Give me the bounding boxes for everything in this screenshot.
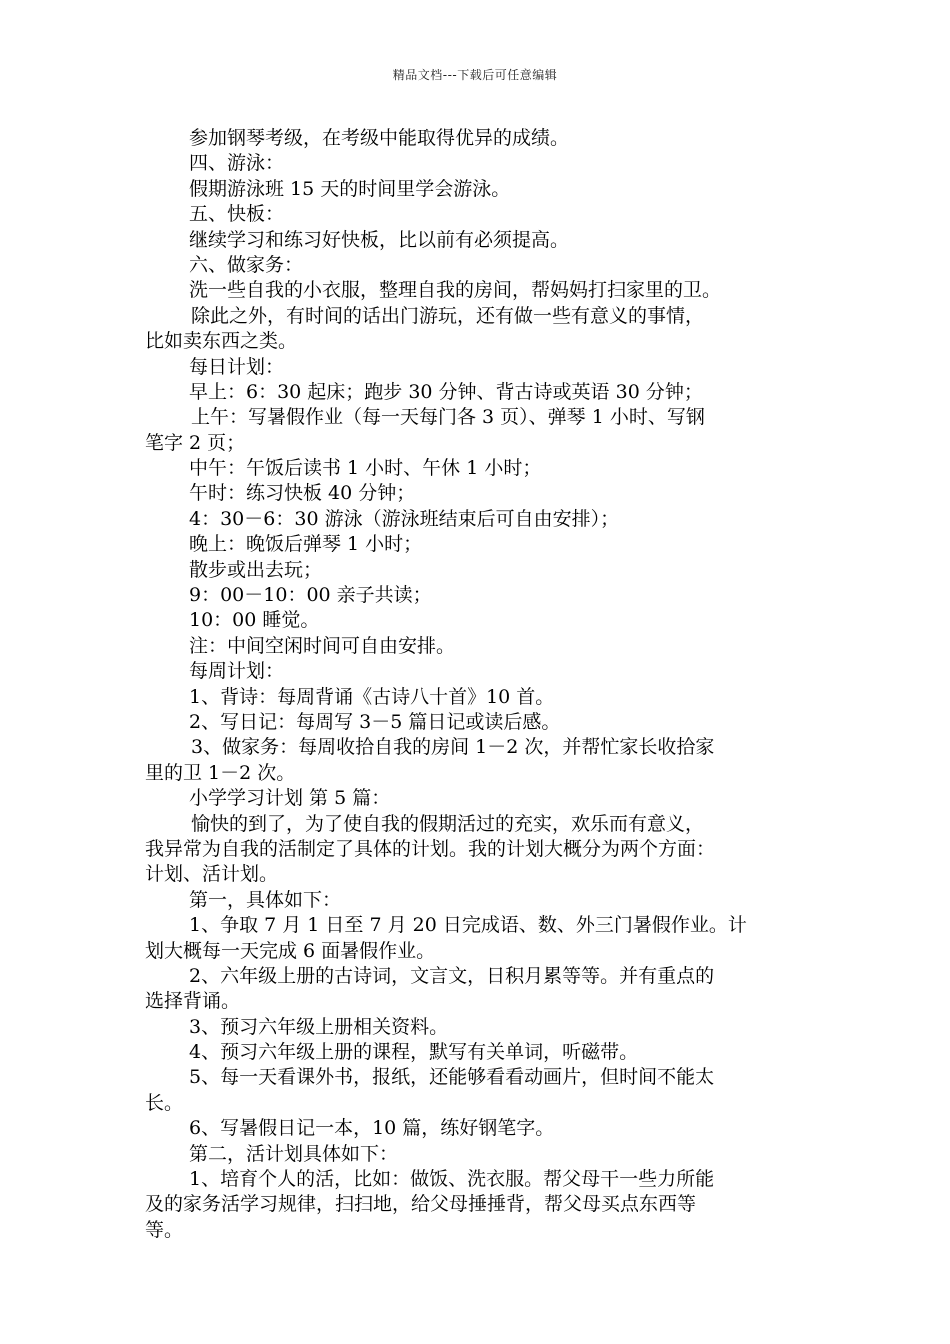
document-body bbox=[145, 126, 815, 1243]
text-line: 3、做家务：每周收拾自我的房间 1－2 次，并帮忙家长收拾家 bbox=[191, 736, 715, 759]
text-line: 第一，具体如下： bbox=[189, 888, 342, 911]
text-line: 10：00 睡觉。 bbox=[189, 609, 320, 632]
text-line: 晚上：晚饭后弹琴 1 小时； bbox=[189, 533, 423, 556]
text-line: 长。 bbox=[145, 1091, 184, 1114]
text-line: 9：00－10：00 亲子共读； bbox=[189, 584, 432, 607]
text-line: 笔字 2 页； bbox=[145, 431, 246, 454]
text-line: 1、背诗：每周背诵《古诗八十首》10 首。 bbox=[189, 685, 555, 708]
text-line: 注：中间空闲时间可自由安排。 bbox=[189, 634, 456, 657]
text-line: 上午：写暑假作业（每一天每门各 3 页）、弹琴 1 小时、写钢 bbox=[191, 406, 705, 429]
text-line: 2、写日记：每周写 3－5 篇日记或读后感。 bbox=[189, 710, 561, 733]
text-line: 我异常为自我的活制定了具体的计划。我的计划大概分为两个方面： bbox=[145, 837, 716, 860]
text-line: 参加钢琴考级，在考级中能取得优异的成绩。 bbox=[189, 127, 570, 149]
text-line: 等。 bbox=[145, 1218, 184, 1241]
text-line: 小学学习计划 第 5 篇： bbox=[189, 787, 391, 810]
text-line: 1、争取 7 月 1 日至 7 月 20 日完成语、数、外三门暑假作业。计 bbox=[189, 914, 747, 937]
text-line: 及的家务活学习规律，扫扫地，给父母捶捶背，帮父母买点东西等 bbox=[145, 1193, 697, 1216]
text-line: 划大概每一天完成 6 面暑假作业。 bbox=[145, 939, 436, 962]
text-line: 五、快板： bbox=[189, 203, 285, 226]
text-line: 里的卫 1－2 次。 bbox=[145, 761, 296, 784]
text-line: 选择背诵。 bbox=[145, 990, 241, 1013]
text-line: 午时：练习快板 40 分钟； bbox=[189, 482, 416, 505]
text-line: 洗一些自我的小衣服，整理自我的房间，帮妈妈打扫家里的卫。 bbox=[189, 279, 722, 302]
page-header: 精品文档---下载后可任意编辑 bbox=[392, 68, 558, 82]
text-line: 散步或出去玩； bbox=[189, 558, 323, 581]
text-line: 每日计划： bbox=[189, 355, 285, 378]
text-line: 4、预习六年级上册的课程，默写有关单词，听磁带。 bbox=[189, 1041, 639, 1064]
text-line: 每周计划： bbox=[189, 660, 285, 683]
text-line: 比如卖东西之类。 bbox=[145, 330, 298, 353]
text-line: 计划、活计划。 bbox=[145, 863, 279, 886]
text-line: 愉快的到了，为了使自我的假期活过的充实，欢乐而有意义， bbox=[191, 812, 705, 835]
text-line: 4：30－6：30 游泳（游泳班结束后可自由安排）； bbox=[189, 507, 620, 530]
text-line: 5、每一天看课外书，报纸，还能够看看动画片，但时间不能太 bbox=[189, 1066, 715, 1089]
text-line: 第二，活计划具体如下： bbox=[189, 1142, 399, 1165]
text-line: 六、做家务： bbox=[189, 253, 304, 276]
text-line: 假期游泳班 15 天的时间里学会游泳。 bbox=[189, 177, 511, 200]
text-line: 6、写暑假日记一本，10 篇，练好钢笔字。 bbox=[189, 1117, 555, 1140]
text-line: 3、预习六年级上册相关资料。 bbox=[189, 1015, 449, 1038]
text-line: 除此之外，有时间的话出门游玩，还有做一些有意义的事情， bbox=[191, 304, 705, 327]
text-line: 中午：午饭后读书 1 小时、午休 1 小时； bbox=[189, 457, 542, 480]
text-line: 继续学习和练习好快板，比以前有必须提高。 bbox=[189, 228, 570, 251]
text-line: 四、游泳： bbox=[189, 152, 285, 175]
text-line: 1、培育个人的活，比如：做饭、洗衣服。帮父母干一些力所能 bbox=[189, 1168, 715, 1191]
text-line: 早上：6：30 起床；跑步 30 分钟、背古诗或英语 30 分钟； bbox=[189, 380, 703, 403]
text-line: 2、六年级上册的古诗词，文言文，日积月累等等。并有重点的 bbox=[189, 964, 715, 987]
